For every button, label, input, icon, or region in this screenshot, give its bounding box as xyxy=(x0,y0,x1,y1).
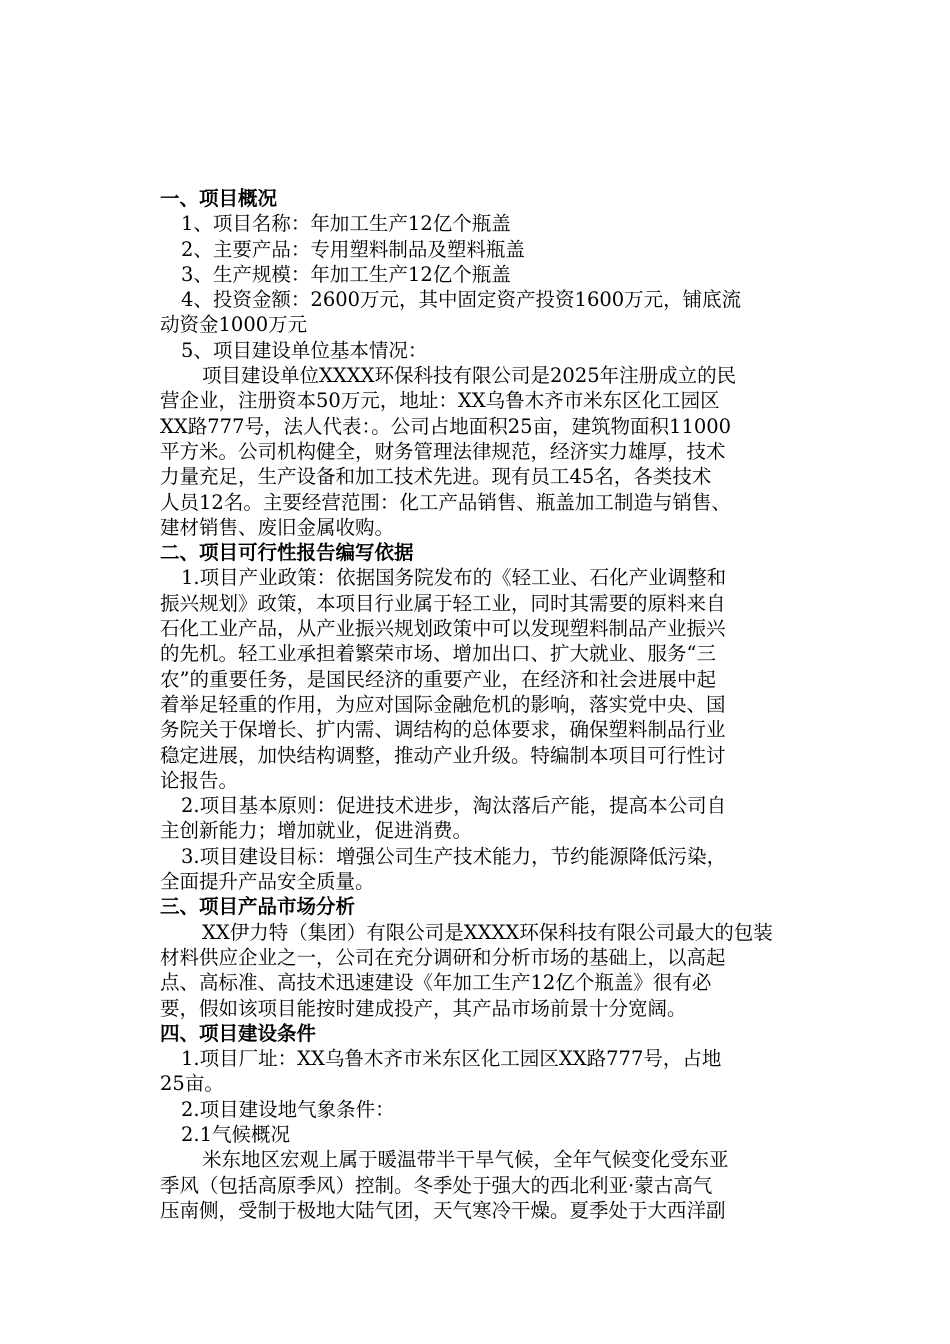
paragraph-line: 的先机。轻工业承担着繁荣市场、增加出口、扩大就业、服务“三 xyxy=(160,642,716,666)
paragraph-line: 要，假如该项目能按时建成投产，其产品市场前景十分宽阔。 xyxy=(160,996,687,1020)
paragraph-line: 稳定进展，加快结构调整，推动产业升级。特编制本项目可行性讨 xyxy=(160,743,726,767)
paragraph-line: 2.项目建设地气象条件： xyxy=(181,1097,395,1121)
paragraph-line: 农”的重要任务，是国民经济的重要产业，在经济和社会进展中起 xyxy=(160,667,716,691)
paragraph-line: 2.1气候概况 xyxy=(181,1122,291,1146)
paragraph-line: 全面提升产品安全质量。 xyxy=(160,870,375,894)
paragraph-line: 压南侧，受制于极地大陆气团，天气寒冷干燥。夏季处于大西洋副 xyxy=(160,1198,726,1222)
paragraph-line: 季风（包括高原季风）控制。冬季处于强大的西北利亚·蒙古高气 xyxy=(160,1173,713,1197)
paragraph-line: 主创新能力；增加就业，促进消费。 xyxy=(160,819,473,843)
section-heading: 三、项目产品市场分析 xyxy=(160,895,356,919)
paragraph-line: 2.项目基本原则：促进技术进步，淘汰落后产能，提高本公司自 xyxy=(181,794,727,818)
paragraph-line: 25亩。 xyxy=(160,1072,224,1096)
paragraph-line: 5、项目建设单位基本情况： xyxy=(181,338,428,362)
paragraph-line: 建材销售、废旧金属收购。 xyxy=(160,515,395,539)
paragraph-line: XX路777号，法人代表：。公司占地面积25亩，建筑物面积11000 xyxy=(160,414,732,438)
paragraph-line: 营企业，注册资本50万元，地址：XX乌鲁木齐市米东区化工园区 xyxy=(160,389,720,413)
paragraph-line: 平方米。公司机构健全，财务管理法律规范，经济实力雄厚，技术 xyxy=(160,439,726,463)
paragraph-line: 石化工业产品，从产业振兴规划政策中可以发现塑料制品产业振兴 xyxy=(160,617,726,641)
paragraph-line: 点、高标准、高技术迅速建设《年加工生产12亿个瓶盖》很有必 xyxy=(160,971,712,995)
paragraph-line: 务院关于保增长、扩内需、调结构的总体要求，确保塑料制品行业 xyxy=(160,718,726,742)
paragraph-line: 1.项目厂址：XX乌鲁木齐市米东区化工园区XX路777号，占地 xyxy=(181,1047,722,1071)
paragraph-line: 着举足轻重的作用，为应对国际金融危机的影响，落实党中央、国 xyxy=(160,692,726,716)
section-heading: 一、项目概况 xyxy=(160,187,278,210)
paragraph-line: 4、投资金额：2600万元，其中固定资产投资1600万元，铺底流 xyxy=(181,288,742,312)
paragraph-line: 人员12名。主要经营范围：化工产品销售、瓶盖加工制造与销售、 xyxy=(160,490,731,514)
paragraph-line: 论报告。 xyxy=(160,768,239,792)
paragraph-line: 动资金1000万元 xyxy=(160,313,308,337)
paragraph-line: 2、主要产品：专用塑料制品及塑料瓶盖 xyxy=(181,237,525,261)
paragraph-line: 力量充足，生产设备和加工技术先进。现有员工45名，各类技术 xyxy=(160,465,712,489)
section-heading: 四、项目建设条件 xyxy=(160,1021,317,1045)
document-page xyxy=(160,186,830,1223)
paragraph-line: 材料供应企业之一，公司在充分调研和分析市场的基础上，以高起 xyxy=(160,945,726,969)
paragraph-line: XX伊力特（集团）有限公司是XXXX环保科技有限公司最大的包装 xyxy=(202,920,773,944)
paragraph-line: 3、生产规模：年加工生产12亿个瓶盖 xyxy=(181,262,511,286)
paragraph-line: 3.项目建设目标：增强公司生产技术能力，节约能源降低污染， xyxy=(181,844,727,868)
paragraph-line: 1.项目产业政策：依据国务院发布的《轻工业、石化产业调整和 xyxy=(181,566,727,590)
paragraph-line: 1、项目名称：年加工生产12亿个瓶盖 xyxy=(181,212,511,236)
paragraph-line: 米东地区宏观上属于暖温带半干旱气候，全年气候变化受东亚 xyxy=(202,1148,729,1172)
paragraph-line: 振兴规划》政策，本项目行业属于轻工业，同时其需要的原料来自 xyxy=(160,591,726,615)
section-heading: 二、项目可行性报告编写依据 xyxy=(160,541,414,565)
paragraph-line: 项目建设单位XXXX环保科技有限公司是2025年注册成立的民 xyxy=(202,364,737,388)
